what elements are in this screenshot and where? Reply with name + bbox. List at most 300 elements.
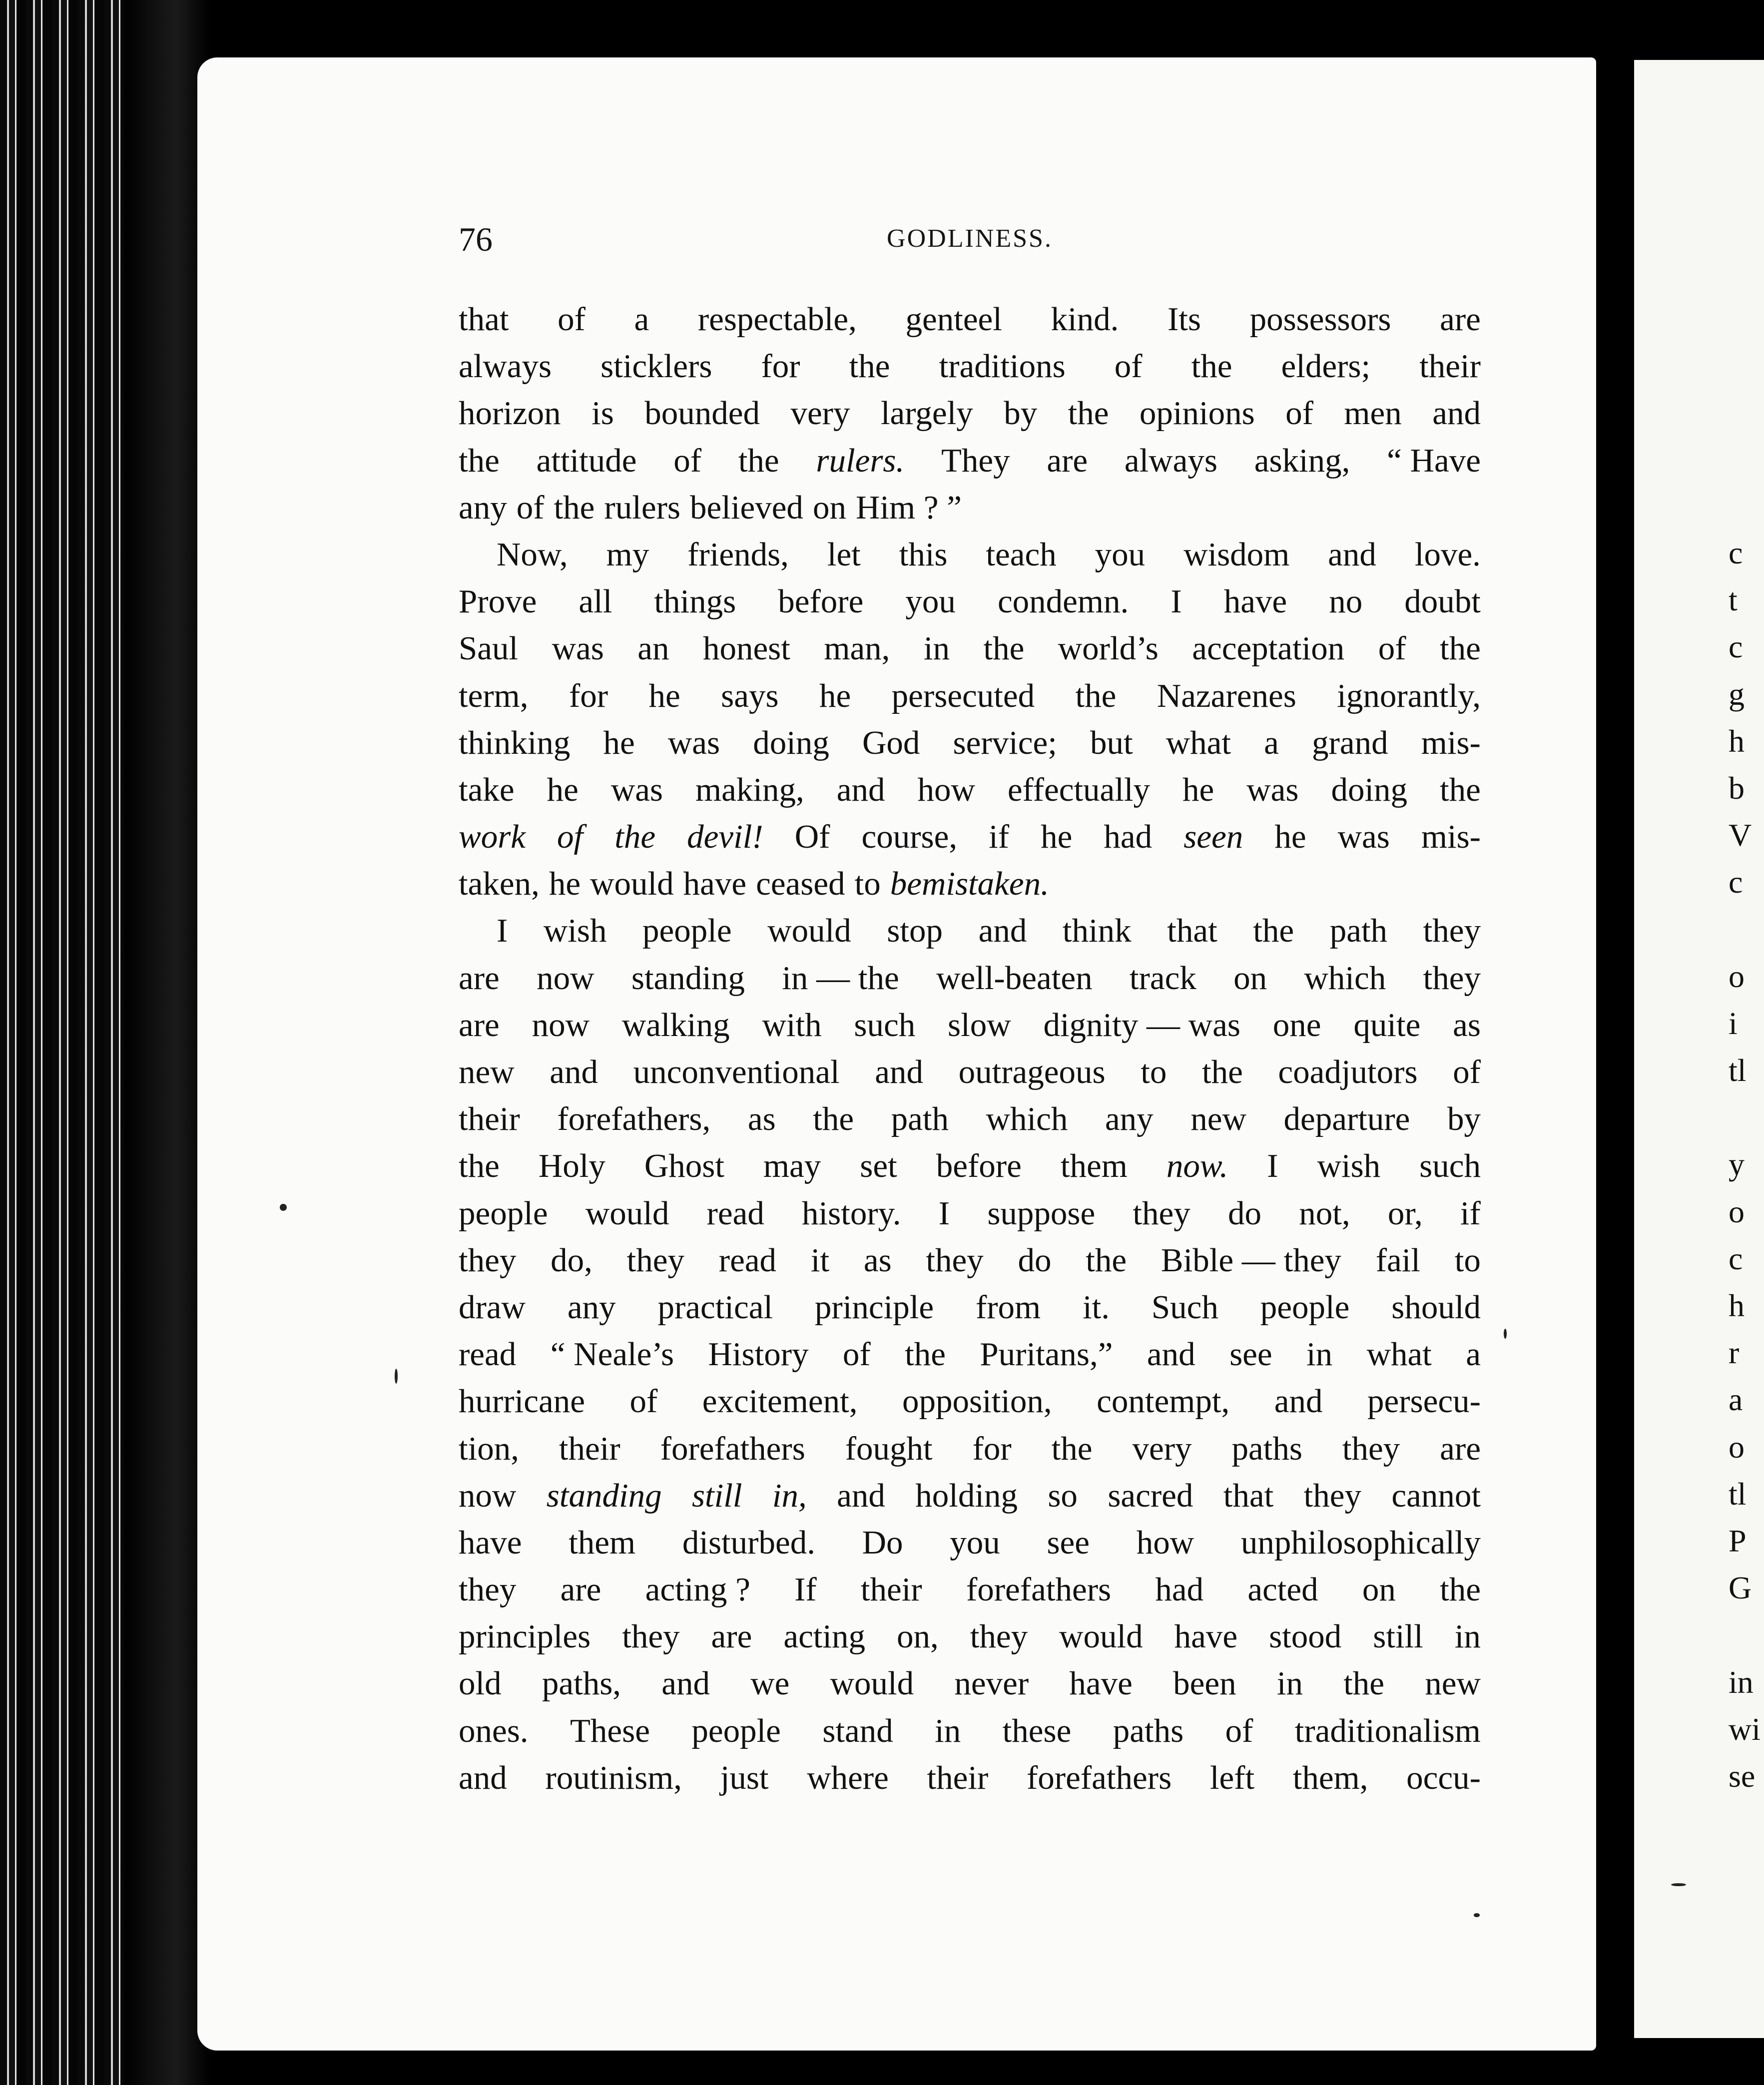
word: routinism, — [545, 1759, 682, 1796]
word: the — [1191, 348, 1232, 385]
word: principle — [814, 1288, 934, 1326]
word: condemn. — [997, 583, 1129, 620]
word: in — [1454, 1618, 1481, 1655]
word: was — [667, 724, 720, 761]
word: elders; — [1281, 348, 1371, 385]
word: this — [899, 535, 948, 573]
word: honest — [702, 630, 790, 667]
next-page-fragment: tl — [1729, 1052, 1747, 1088]
word: wish — [543, 912, 607, 950]
word: he — [648, 677, 680, 714]
word: them, — [1292, 1759, 1368, 1796]
word: the — [983, 630, 1025, 667]
word: of — [842, 1336, 871, 1373]
word: they — [1133, 1194, 1190, 1232]
word: acting ? — [645, 1571, 750, 1608]
text-line — [459, 437, 1481, 484]
word: of — [673, 442, 702, 479]
word: acting — [783, 1618, 866, 1655]
word: you — [905, 583, 956, 620]
word: any — [1105, 1100, 1154, 1138]
word: by — [1004, 395, 1038, 432]
word: he — [603, 724, 635, 761]
word: Him ? ” — [855, 489, 962, 526]
running-title: GODLINESS. — [887, 224, 1053, 253]
word: very — [790, 395, 850, 432]
word: he — [1274, 818, 1306, 856]
word: the — [849, 348, 890, 385]
word: have — [1174, 1618, 1238, 1655]
next-page-fragment: wi — [1729, 1711, 1761, 1747]
word: as — [863, 1241, 892, 1279]
word: an — [637, 630, 669, 667]
text-line — [459, 813, 1481, 860]
word: they — [622, 1618, 680, 1655]
word: genteel — [905, 301, 1002, 338]
word: new — [459, 1053, 515, 1090]
word: to — [1454, 1241, 1481, 1279]
word: the — [614, 818, 656, 856]
word: Nazarenes — [1157, 677, 1296, 714]
text-line — [459, 955, 1481, 1002]
word: Of — [794, 818, 830, 856]
word: These — [570, 1712, 650, 1749]
word: to — [1141, 1053, 1167, 1090]
word: wisdom — [1183, 535, 1290, 573]
word: are — [711, 1618, 752, 1655]
word: by — [1447, 1100, 1481, 1138]
word: doing — [1331, 771, 1408, 808]
text-line — [459, 766, 1481, 813]
text-line — [459, 1425, 1481, 1472]
word: persecuted — [891, 677, 1035, 714]
word: History — [708, 1336, 809, 1373]
word: it — [810, 1241, 830, 1279]
word: I — [1171, 583, 1182, 620]
word: which — [986, 1100, 1068, 1138]
word: things — [654, 583, 736, 620]
word: they — [970, 1618, 1028, 1655]
text-line — [459, 484, 1481, 531]
word: are — [459, 959, 500, 997]
text-line — [459, 531, 1481, 578]
word: history. — [802, 1194, 901, 1232]
text-line — [459, 1613, 1481, 1660]
word: they — [1423, 959, 1481, 997]
word: of — [557, 818, 584, 856]
next-page-fragment: g — [1729, 676, 1745, 712]
word: as — [1453, 1006, 1481, 1043]
word: the — [1068, 395, 1109, 432]
word: and — [1328, 535, 1376, 573]
word: are — [459, 1006, 500, 1043]
word: course, — [861, 818, 958, 856]
word: think — [1062, 912, 1132, 950]
word: see — [1229, 1336, 1272, 1373]
word: they — [1423, 912, 1481, 950]
word: where — [807, 1759, 889, 1796]
word: quite — [1353, 1006, 1421, 1043]
word: people — [691, 1712, 781, 1749]
word: love. — [1414, 535, 1481, 573]
word: Puritans,” — [980, 1336, 1113, 1373]
word: a — [1466, 1336, 1481, 1373]
text-line — [459, 625, 1481, 672]
word: do — [1228, 1194, 1261, 1232]
word: in — [935, 1712, 961, 1749]
text-line — [459, 1095, 1481, 1142]
word: the — [459, 1147, 500, 1185]
word: the — [1440, 1571, 1481, 1608]
word: rulers. — [816, 442, 905, 479]
word: practical — [657, 1288, 773, 1326]
word: taken, — [459, 865, 540, 903]
word: the — [1051, 1430, 1093, 1467]
word: says — [721, 677, 779, 714]
word: would — [830, 1665, 914, 1702]
word: have — [1223, 583, 1287, 620]
word: how — [1136, 1524, 1194, 1561]
word: sacred — [1108, 1477, 1193, 1514]
word: are — [560, 1571, 601, 1608]
scan-speck — [1671, 1883, 1686, 1886]
word: They — [941, 442, 1010, 479]
word: let — [827, 535, 861, 573]
word: read — [706, 1194, 764, 1232]
next-page-fragment: y — [1729, 1146, 1745, 1182]
text-line — [459, 1660, 1481, 1707]
word: I — [1267, 1147, 1278, 1185]
word: service; — [953, 724, 1057, 761]
word: the — [1440, 771, 1481, 808]
word: the — [1440, 630, 1481, 667]
word: Holy — [538, 1147, 605, 1185]
word: had — [1155, 1571, 1204, 1608]
page-header — [459, 220, 1481, 265]
word: them — [569, 1524, 636, 1561]
word: always — [1124, 442, 1217, 479]
word: kind. — [1051, 301, 1119, 338]
word: man, — [824, 630, 890, 667]
text-line — [459, 1472, 1481, 1519]
word: hurricane — [459, 1383, 585, 1420]
word: their — [1419, 348, 1481, 385]
word: old — [459, 1665, 502, 1702]
word: on, — [897, 1618, 939, 1655]
word: of — [1225, 1712, 1253, 1749]
word: opinions — [1139, 395, 1255, 432]
word: in — [923, 630, 950, 667]
word: fail — [1375, 1241, 1420, 1279]
next-page-fragment: c — [1729, 629, 1743, 665]
word: possessors — [1249, 301, 1391, 338]
word: it. — [1083, 1288, 1110, 1326]
word: they — [459, 1241, 517, 1279]
word: of — [1114, 348, 1143, 385]
word: a — [1264, 724, 1279, 761]
word: God — [862, 724, 920, 761]
word: now — [532, 1006, 589, 1043]
word: on — [1362, 1571, 1396, 1608]
word: the — [738, 442, 779, 479]
word: before — [936, 1147, 1022, 1185]
word: people — [459, 1194, 548, 1232]
word: with — [762, 1006, 822, 1043]
word: cannot — [1391, 1477, 1481, 1514]
word: the — [1086, 1241, 1127, 1279]
text-line — [459, 1002, 1481, 1048]
next-page-fragment: i — [1729, 1005, 1738, 1041]
word: Its — [1167, 301, 1201, 338]
word: in — [1276, 1665, 1303, 1702]
word: forefathers, — [557, 1100, 711, 1138]
word: they — [926, 1241, 984, 1279]
word: rulers — [604, 489, 680, 526]
word: one — [1272, 1006, 1321, 1043]
word: in — [1306, 1336, 1333, 1373]
word: of — [629, 1383, 658, 1420]
word: now. — [1166, 1147, 1228, 1185]
word: have — [459, 1524, 522, 1561]
word: that — [1223, 1477, 1274, 1514]
word: bounded — [644, 395, 760, 432]
word: standing — [631, 959, 745, 997]
word: do, — [551, 1241, 592, 1279]
word: paths — [1231, 1430, 1302, 1467]
text-line — [459, 1754, 1481, 1801]
next-page-fragment: o — [1729, 958, 1745, 994]
word: walking — [621, 1006, 730, 1043]
word: should — [1391, 1288, 1481, 1326]
word: their — [559, 1430, 620, 1467]
text-line — [459, 907, 1481, 954]
word: have — [1069, 1665, 1133, 1702]
word: and — [875, 1053, 924, 1090]
word: opposition, — [902, 1383, 1052, 1420]
word: dignity — was — [1043, 1006, 1240, 1043]
word: for — [761, 348, 800, 385]
word: be — [890, 865, 922, 903]
next-page-fragment: b — [1729, 770, 1745, 806]
word: Prove — [459, 583, 537, 620]
word: sticklers — [600, 348, 712, 385]
word: world’s — [1058, 630, 1159, 667]
word: still — [1373, 1618, 1423, 1655]
word: well-beaten — [936, 959, 1093, 997]
next-page-text-fragments — [1729, 529, 1764, 1800]
word: read — [718, 1241, 777, 1279]
text-line — [459, 1707, 1481, 1754]
word: men — [1344, 395, 1402, 432]
word: and — [550, 1053, 598, 1090]
word: traditions — [939, 348, 1066, 385]
word: departure — [1283, 1100, 1410, 1138]
text-line — [459, 1190, 1481, 1237]
word: Ghost — [644, 1147, 724, 1185]
word: stand — [822, 1712, 893, 1749]
word: we — [750, 1665, 790, 1702]
word: forefathers — [966, 1571, 1112, 1608]
word: had — [1104, 818, 1153, 856]
word: just — [720, 1759, 769, 1796]
page-number: 76 — [459, 220, 493, 258]
word: all — [579, 583, 612, 620]
word: are — [1047, 442, 1088, 479]
word: what — [1366, 1336, 1432, 1373]
word: them — [1060, 1147, 1128, 1185]
word: so — [1048, 1477, 1078, 1514]
word: people — [1260, 1288, 1350, 1326]
word: are — [1440, 1430, 1481, 1467]
next-page-fragment: tl — [1729, 1476, 1747, 1512]
scan-speck — [1504, 1329, 1507, 1339]
next-page-fragment: o — [1729, 1429, 1745, 1465]
word: the — [554, 489, 595, 526]
text-line — [459, 1566, 1481, 1613]
word: people — [642, 912, 732, 950]
word: teach — [986, 535, 1057, 573]
next-page-fragment: c — [1729, 864, 1743, 900]
word: mis- — [1421, 724, 1481, 761]
word: seen — [1183, 818, 1243, 856]
word: traditionalism — [1294, 1712, 1481, 1749]
word: I — [497, 912, 508, 950]
word: path — [891, 1100, 949, 1138]
text-line — [459, 860, 1481, 907]
body-text — [459, 296, 1481, 1801]
text-line — [459, 578, 1481, 625]
word: Do — [862, 1524, 903, 1561]
word: before — [778, 583, 864, 620]
word: the — [1343, 1665, 1385, 1702]
word: new — [1190, 1100, 1246, 1138]
word: they — [1342, 1430, 1400, 1467]
word: been — [1173, 1665, 1236, 1702]
word: he — [1182, 771, 1214, 808]
scan-speck — [395, 1369, 398, 1384]
text-line — [459, 343, 1481, 390]
text-line — [459, 1284, 1481, 1331]
word: was — [610, 771, 663, 808]
word: such — [854, 1006, 916, 1043]
text-line — [459, 1142, 1481, 1189]
word: my — [606, 535, 649, 573]
word: the — [1253, 912, 1294, 950]
word: stood — [1269, 1618, 1342, 1655]
word: I — [938, 1194, 950, 1232]
word: he — [1041, 818, 1073, 856]
word: asking, — [1254, 442, 1350, 479]
next-page-fragment — [1729, 1094, 1764, 1141]
word: unphilosophically — [1240, 1524, 1481, 1561]
word: their — [860, 1571, 922, 1608]
word: have — [683, 865, 747, 903]
word: are — [1440, 301, 1481, 338]
word: ignorantly, — [1337, 677, 1481, 714]
word: still — [691, 1477, 742, 1514]
word: such — [1419, 1147, 1481, 1185]
word: of — [516, 489, 545, 526]
word: or, — [1387, 1194, 1423, 1232]
word: friends, — [687, 535, 789, 573]
word: ceased — [756, 865, 845, 903]
word: very — [1132, 1430, 1192, 1467]
scan-speck — [280, 1204, 287, 1211]
word: unconventional — [633, 1053, 840, 1090]
word: which — [1304, 959, 1386, 997]
word: wish — [1317, 1147, 1381, 1185]
word: and — [1432, 395, 1481, 432]
word: Bible — they — [1161, 1241, 1341, 1279]
word: principles — [459, 1618, 591, 1655]
word: doing — [753, 724, 829, 761]
word: mis- — [1421, 818, 1481, 856]
word: the — [459, 442, 500, 479]
word: “ Neale’s — [550, 1336, 674, 1373]
word: was — [1246, 771, 1299, 808]
word: paths, — [542, 1665, 621, 1702]
text-line — [459, 1331, 1481, 1378]
word: outrageous — [958, 1053, 1106, 1090]
word: he — [549, 865, 581, 903]
word: would — [767, 912, 851, 950]
word: the — [905, 1336, 946, 1373]
word: is — [591, 395, 614, 432]
text-line — [459, 672, 1481, 719]
word: contempt, — [1097, 1383, 1230, 1420]
word: and — [661, 1665, 710, 1702]
word: in — the — [782, 959, 899, 997]
text-line — [459, 1378, 1481, 1425]
text-line — [459, 719, 1481, 766]
text-line — [459, 296, 1481, 343]
word: of — [558, 301, 586, 338]
next-page-fragment: h — [1729, 723, 1745, 759]
word: work — [459, 818, 526, 856]
word: acceptation — [1192, 630, 1345, 667]
word: would — [1059, 1618, 1143, 1655]
word: any — [459, 489, 507, 526]
next-page-fragment: t — [1729, 582, 1738, 618]
word: standing — [546, 1477, 662, 1514]
word: new — [1425, 1665, 1481, 1702]
word: thinking — [459, 724, 571, 761]
next-page-fragment: V — [1729, 817, 1752, 853]
word: mistaken. — [921, 865, 1049, 903]
word: he — [819, 677, 851, 714]
word: never — [954, 1665, 1029, 1702]
word: fought — [845, 1430, 933, 1467]
word: attitude — [536, 442, 637, 479]
text-line — [459, 1048, 1481, 1095]
word: as — [747, 1100, 776, 1138]
next-page-fragment: h — [1729, 1288, 1745, 1323]
word: disturbed. — [682, 1524, 815, 1561]
word: would — [590, 865, 674, 903]
word: you — [950, 1524, 1000, 1561]
next-page-fragment: r — [1729, 1335, 1740, 1371]
word: these — [1002, 1712, 1072, 1749]
word: if — [1460, 1194, 1481, 1232]
word: they — [1303, 1477, 1361, 1514]
word: persecu- — [1367, 1383, 1481, 1420]
text-line — [459, 1237, 1481, 1284]
word: set — [860, 1147, 897, 1185]
word: forefathers — [660, 1430, 805, 1467]
word: and — [837, 1477, 885, 1514]
next-page-fragment: G — [1729, 1570, 1752, 1606]
word: but — [1090, 724, 1133, 761]
